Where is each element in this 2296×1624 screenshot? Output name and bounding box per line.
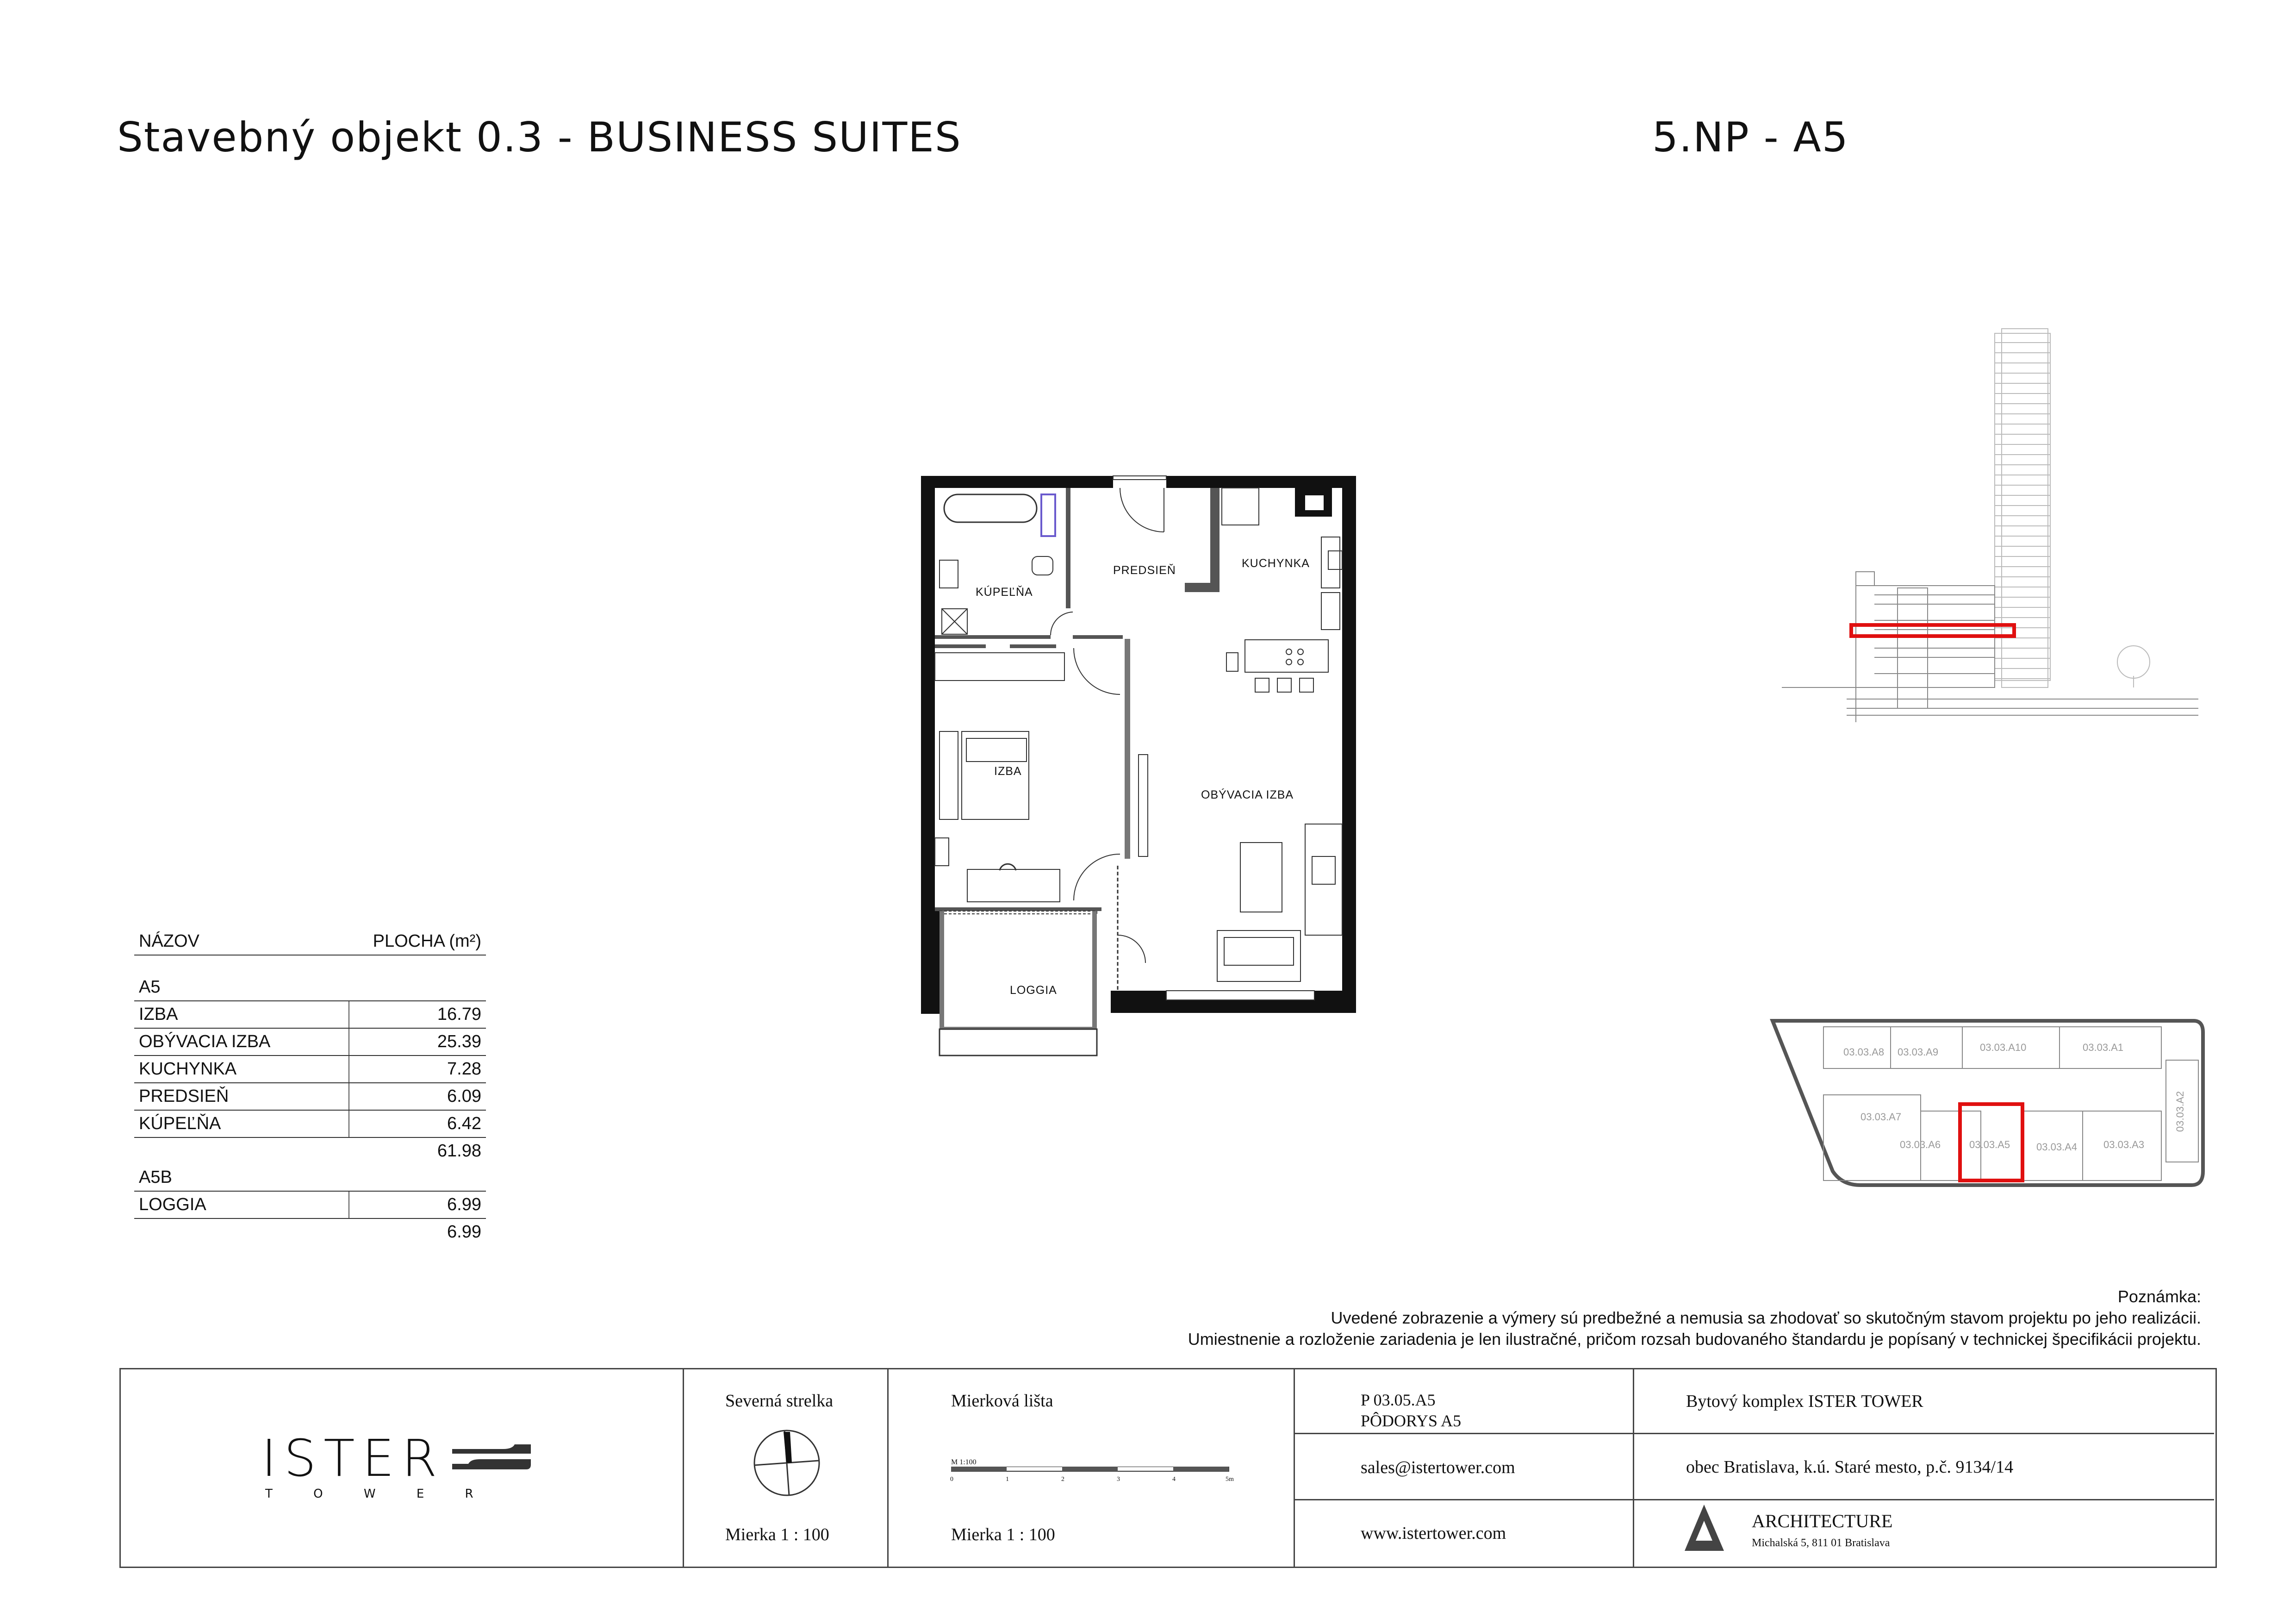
- project-location: obec Bratislava, k.ú. Staré mesto, p.č. 9134/14: [1686, 1457, 2014, 1477]
- kp-unit-a7: 03.03.A7: [1860, 1111, 1902, 1123]
- scale-tick: 1: [1006, 1476, 1009, 1483]
- unit-title: 5.NP - A5: [1652, 113, 1849, 161]
- key-plan: [1768, 1014, 2208, 1199]
- scale-tick: 4: [1172, 1476, 1176, 1483]
- page-title: Stavebný objekt 0.3 - BUSINESS SUITES: [117, 113, 962, 161]
- kp-unit-a3: 03.03.A3: [2103, 1139, 2145, 1150]
- floor-plan: [907, 468, 1388, 1065]
- room-area: 6.99: [447, 1195, 481, 1214]
- drawing-code: P 03.05.A5: [1361, 1391, 1436, 1409]
- scale-tick: 5m: [1226, 1476, 1234, 1483]
- group-b-label-row: [134, 1164, 486, 1192]
- room-area: 6.09: [447, 1087, 481, 1106]
- table-row: [134, 1111, 486, 1138]
- room-name: LOGGIA: [139, 1195, 206, 1214]
- kp-unit-a8: 03.03.A8: [1843, 1046, 1885, 1058]
- north-arrow-icon: [752, 1428, 821, 1498]
- total-row: [134, 1138, 486, 1164]
- group-label: A5B: [139, 1168, 172, 1187]
- area-table: [134, 928, 486, 1245]
- drawing-name: PÔDORYS A5: [1361, 1412, 1462, 1430]
- website-link[interactable]: www.istertower.com: [1361, 1524, 1506, 1543]
- scale-caption: M 1:100: [951, 1458, 977, 1466]
- room-label-hall: PREDSIEŇ: [1113, 564, 1176, 577]
- room-label-kitchen: KUCHYNKA: [1242, 557, 1310, 570]
- architect-name: ARCHITECTURE: [1752, 1511, 1893, 1531]
- col-area-header: PLOCHA (m²): [373, 931, 481, 951]
- room-name: PREDSIEŇ: [139, 1087, 229, 1106]
- room-label-loggia: LOGGIA: [1010, 984, 1057, 997]
- scale-bar-scale-text: Mierka 1 : 100: [951, 1525, 1055, 1544]
- note-line-2: Umiestnenie a rozloženie zariadenia je len ilustračné, pričom rozsah budovaného štandardu je popísaný v technickej špecifikácii projektu.: [1188, 1330, 2201, 1349]
- room-area: 25.39: [437, 1032, 481, 1051]
- project-name: Bytový komplex ISTER TOWER: [1686, 1392, 1923, 1411]
- scale-tick: 2: [1061, 1476, 1064, 1483]
- scale-tick: 3: [1117, 1476, 1120, 1483]
- scale-tick: 0: [950, 1476, 953, 1483]
- room-area: 16.79: [437, 1005, 481, 1024]
- table-row: [134, 1192, 486, 1219]
- col-name-header: NÁZOV: [139, 931, 199, 951]
- room-area: 6.42: [447, 1114, 481, 1133]
- table-row: [134, 1029, 486, 1056]
- kp-unit-a2: 03.03.A2: [2174, 1091, 2186, 1132]
- kp-unit-a10: 03.03.A10: [1980, 1042, 2027, 1053]
- room-name: IZBA: [139, 1005, 178, 1024]
- room-name: OBÝVACIA IZBA: [139, 1032, 271, 1051]
- building-section-diagram: [1782, 324, 2198, 731]
- room-label-bathroom: KÚPEĽŇA: [976, 586, 1033, 599]
- scale-bar: [951, 1467, 1238, 1476]
- total-area: 6.99: [447, 1222, 481, 1242]
- room-name: KUCHYNKA: [139, 1059, 237, 1079]
- kp-unit-a1: 03.03.A1: [2083, 1042, 2124, 1053]
- architect-logo-icon: [1685, 1505, 1724, 1551]
- kp-unit-a9: 03.03.A9: [1898, 1046, 1939, 1058]
- kp-unit-a5: 03.03.A5: [1969, 1139, 2010, 1150]
- scale-bar-label: Mierková lišta: [951, 1391, 1053, 1411]
- total-area: 61.98: [437, 1141, 481, 1161]
- group-label: A5: [139, 977, 161, 997]
- table-row: [134, 1056, 486, 1083]
- note-heading: Poznámka:: [2117, 1287, 2201, 1306]
- email-link[interactable]: sales@istertower.com: [1361, 1458, 1515, 1477]
- disclaimer-note: [1188, 1286, 2201, 1350]
- ister-tower-logo: [261, 1429, 531, 1501]
- north-arrow-label: Severná strelka: [725, 1391, 834, 1411]
- total-row: [134, 1219, 486, 1245]
- room-name: KÚPEĽŇA: [139, 1114, 221, 1133]
- note-line-1: Uvedené zobrazenie a výmery sú predbežné a nemusia sa zhodovať so skutočným stavom projektu po jeho realizácii.: [1331, 1308, 2201, 1327]
- table-row: [134, 1083, 486, 1111]
- logo-mark-icon: [452, 1443, 531, 1476]
- room-label-living: OBÝVACIA IZBA: [1201, 788, 1294, 801]
- group-a-label-row: [134, 974, 486, 1001]
- logo-wordmark: ISTER: [261, 1429, 445, 1488]
- logo-subtitle: T O W E R: [265, 1487, 492, 1501]
- room-label-bedroom: IZBA: [994, 765, 1022, 778]
- table-row: [134, 1001, 486, 1029]
- kp-unit-a4: 03.03.A4: [2036, 1141, 2078, 1153]
- north-scale-text: Mierka 1 : 100: [725, 1525, 829, 1544]
- table-header: [134, 928, 486, 956]
- kp-unit-a6: 03.03.A6: [1900, 1139, 1941, 1150]
- architect-address: Michalská 5, 811 01 Bratislava: [1752, 1537, 1890, 1549]
- room-area: 7.28: [447, 1059, 481, 1079]
